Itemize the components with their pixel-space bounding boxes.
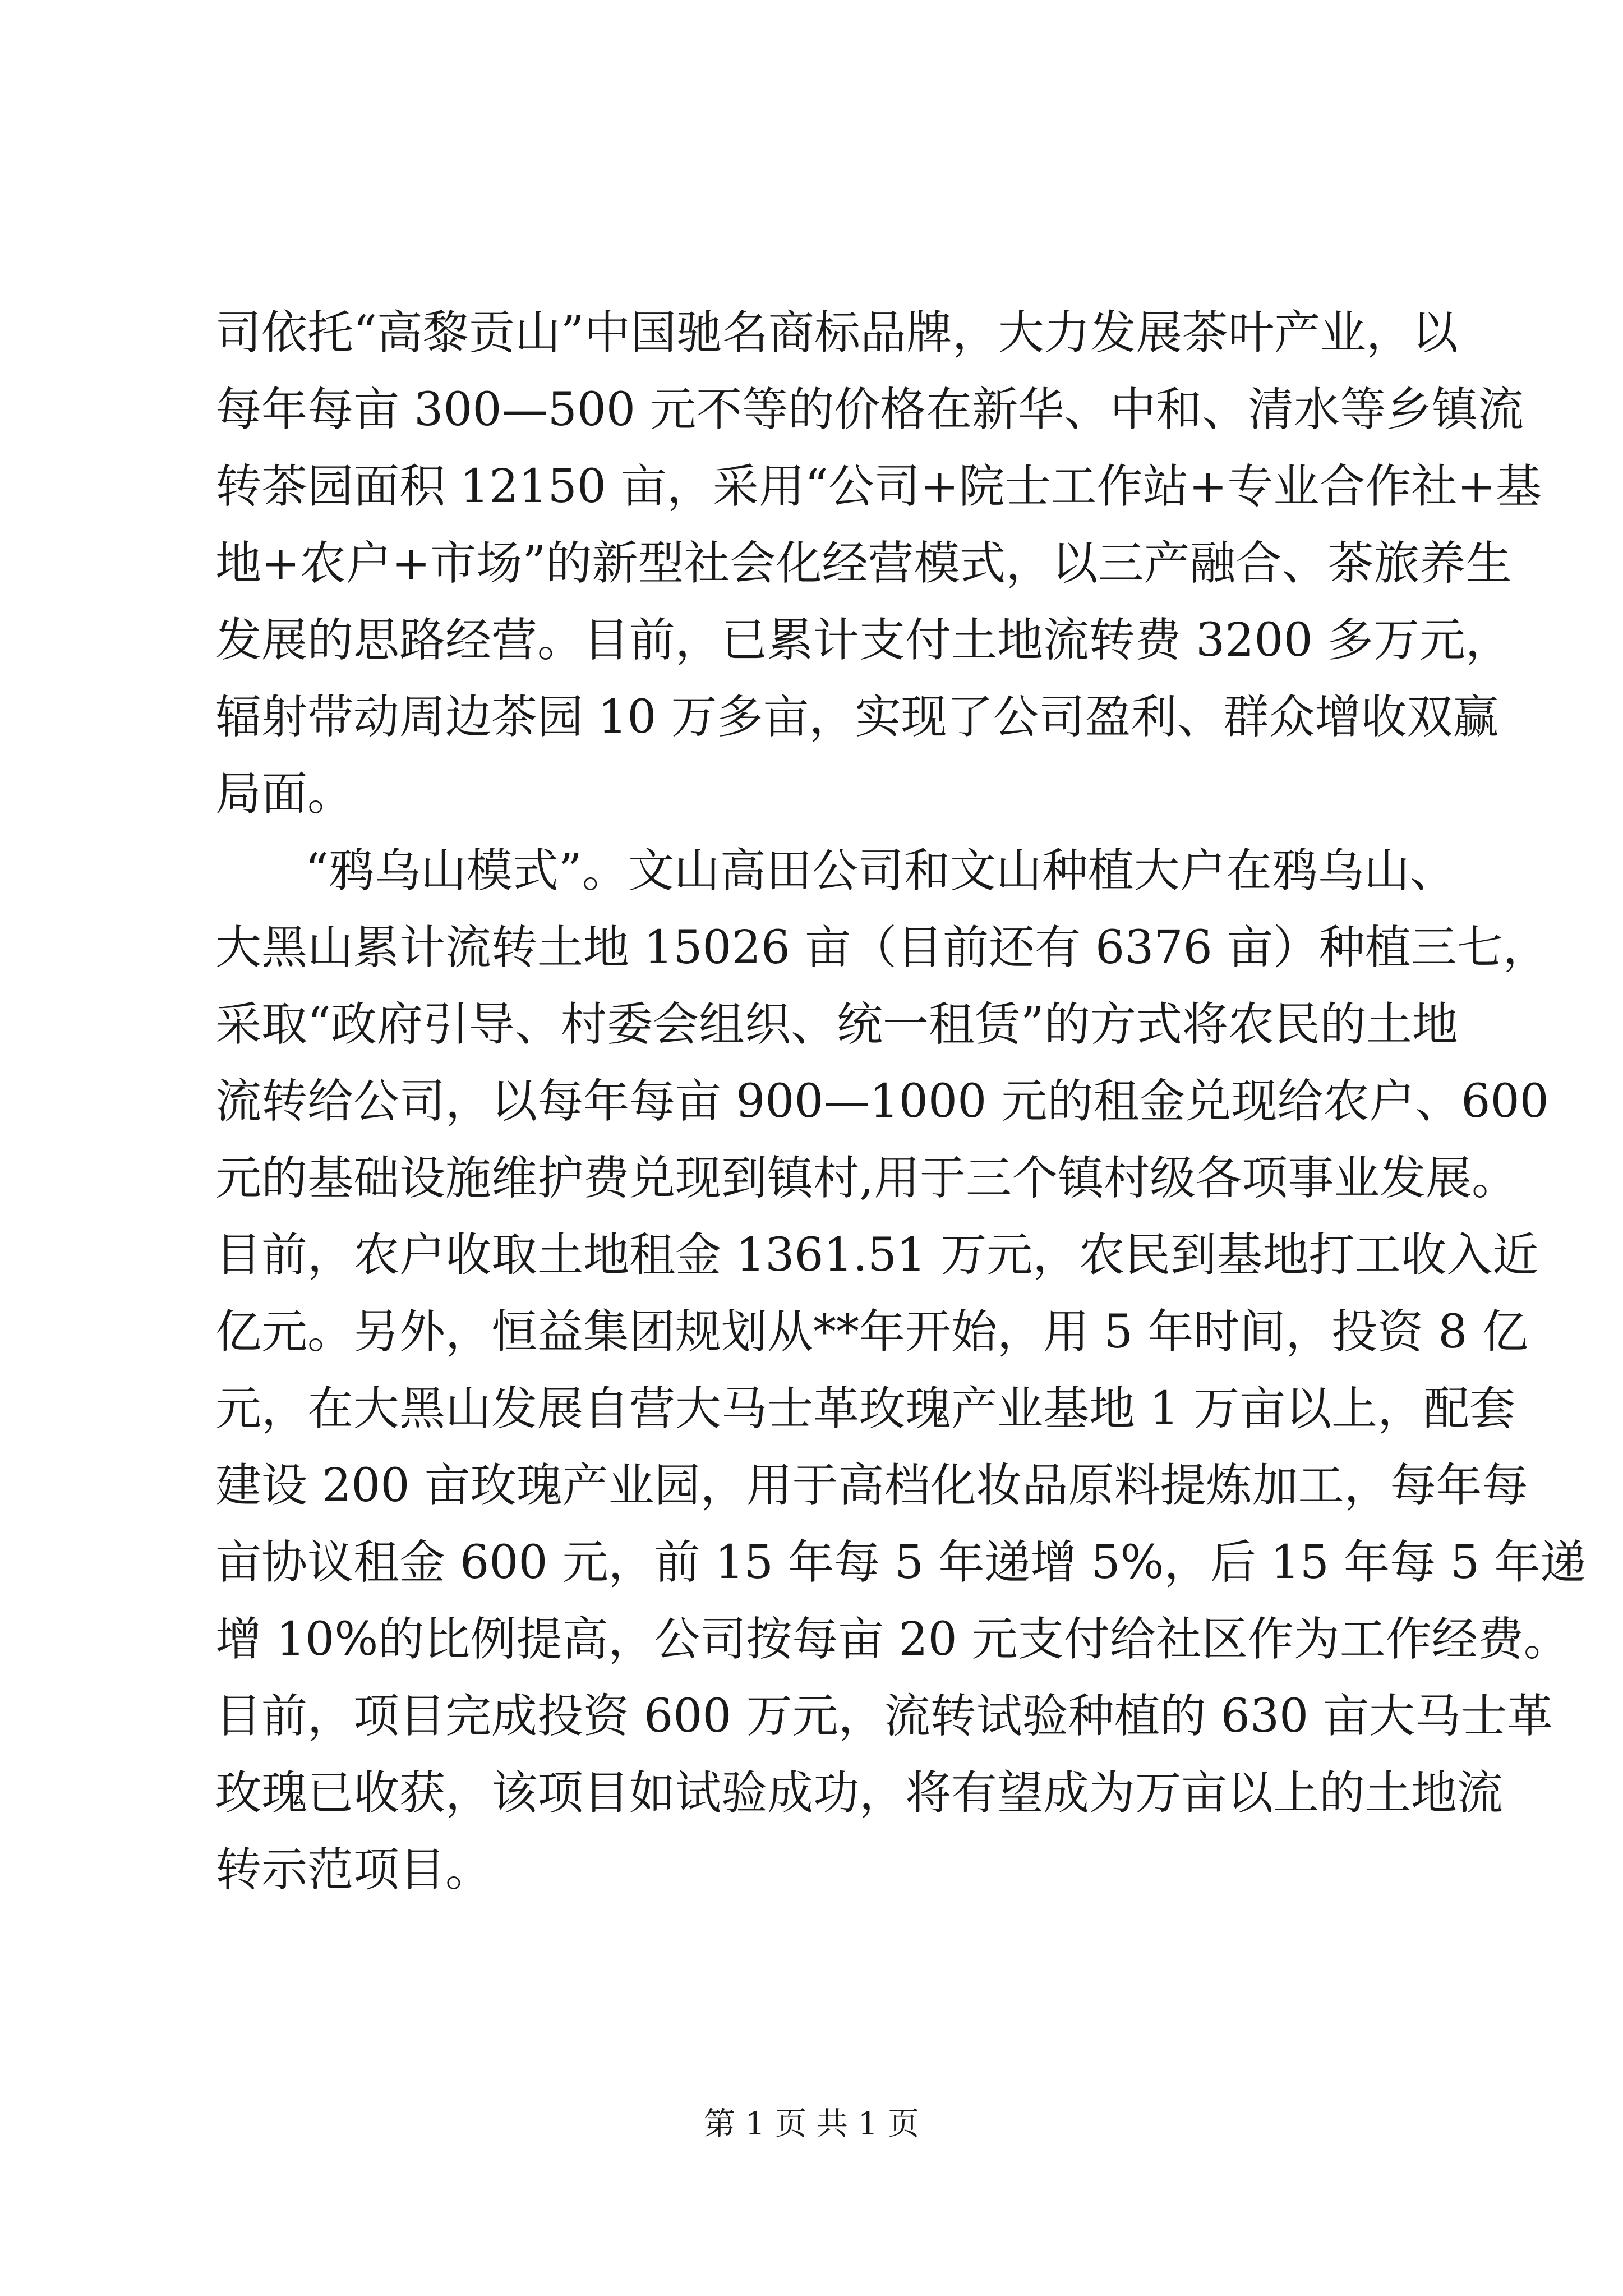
paragraph-2-line-11: 增 10%的比例提高，公司按每亩 20 元支付给社区作为工作经费。 xyxy=(215,1613,1570,1666)
paragraph-2-line-1: “鸦乌山模式”。文山高田公司和文山种植大户在鸦乌山、 xyxy=(305,844,1456,898)
paragraph-2-line-12: 目前，项目完成投资 600 万元，流转试验种植的 630 亩大马士革 xyxy=(215,1690,1553,1743)
paragraph-2-line-3: 采取“政府引导、村委会组织、统一租赁”的方式将农民的土地 xyxy=(215,998,1458,1051)
paragraph-1-line-3: 转茶园面积 12150 亩，采用“公司+院士工作站+专业合作社+基 xyxy=(215,460,1542,513)
paragraph-2-line-8: 元，在大黑山发展自营大马士革玫瑰产业基地 1 万亩以上，配套 xyxy=(215,1382,1516,1435)
paragraph-2-line-9: 建设 200 亩玫瑰产业园，用于高档化妆品原料提炼加工，每年每 xyxy=(215,1459,1528,1512)
paragraph-1-line-4: 地+农户+市场”的新型社会化经营模式，以三产融合、茶旅养生 xyxy=(215,537,1512,590)
page-footer xyxy=(0,2105,1623,2144)
paragraph-1-line-7: 局面。 xyxy=(215,767,354,821)
paragraph-2-line-13: 玫瑰已收获，该项目如试验成功，将有望成为万亩以上的土地流 xyxy=(215,1766,1504,1820)
paragraph-1-line-1: 司依托“高黎贡山”中国驰名商标品牌，大力发展茶叶产业，以 xyxy=(215,306,1458,360)
paragraph-2-line-6: 目前，农户收取土地租金 1361.51 万元，农民到基地打工收入近 xyxy=(215,1228,1539,1282)
paragraph-2-line-2: 大黑山累计流转土地 15026 亩（目前还有 6376 亩）种植三七， xyxy=(215,921,1549,974)
paragraph-2-line-10: 亩协议租金 600 元，前 15 年每 5 年递增 5%，后 15 年每 5 年递 xyxy=(215,1536,1587,1589)
document-body xyxy=(215,295,1587,1908)
paragraph-1-line-6: 辐射带动周边茶园 10 万多亩，实现了公司盈利、群众增收双赢 xyxy=(215,691,1499,744)
paragraph-2-line-7: 亿元。另外，恒益集团规划从**年开始，用 5 年时间，投资 8 亿 xyxy=(215,1305,1528,1359)
paragraph-2-line-14: 转示范项目。 xyxy=(215,1843,492,1897)
paragraph-1-line-5: 发展的思路经营。目前，已累计支付土地流转费 3200 多万元， xyxy=(215,614,1511,667)
paragraph-2-line-5: 元的基础设施维护费兑现到镇村,用于三个镇村级各项事业发展。 xyxy=(215,1152,1518,1205)
page-number-label: 第 1 页 共 1 页 xyxy=(703,2106,920,2142)
paragraph-1-line-2: 每年每亩 300—500 元不等的价格在新华、中和、清水等乡镇流 xyxy=(215,383,1524,436)
paragraph-2-line-4: 流转给公司，以每年每亩 900—1000 元的租金兑现给农户、600 xyxy=(215,1075,1549,1128)
